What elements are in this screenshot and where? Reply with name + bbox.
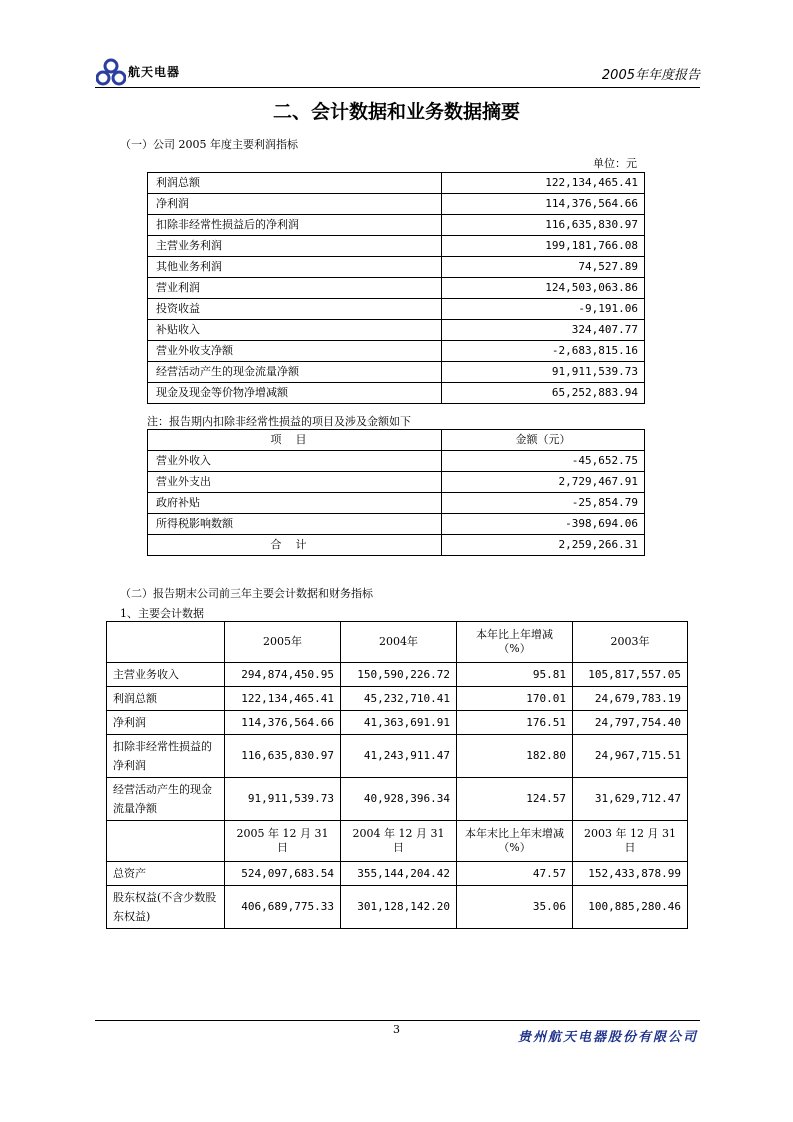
table-row bbox=[107, 735, 688, 778]
table-row bbox=[148, 173, 645, 194]
column-header: 2004年 bbox=[341, 622, 457, 663]
table-row bbox=[107, 711, 688, 735]
cell-value: 41,363,691.91 bbox=[341, 711, 457, 735]
total-label: 合计 bbox=[148, 535, 442, 556]
cell-value: 31,629,712.47 bbox=[573, 778, 688, 821]
report-year-label: 2005年年度报告 bbox=[601, 68, 700, 83]
cell-value: 24,679,783.19 bbox=[573, 687, 688, 711]
section1-caption: （一）公司 2005 年度主要利润指标 bbox=[120, 138, 298, 151]
row-value: 324,407.77 bbox=[442, 320, 645, 341]
row-label: 所得税影响数额 bbox=[148, 514, 442, 535]
row-label: 政府补贴 bbox=[148, 493, 442, 514]
unit-label: 单位：元 bbox=[593, 157, 637, 170]
table-row bbox=[148, 236, 645, 257]
column-header bbox=[107, 821, 225, 862]
section2-caption: （二）报告期末公司前三年主要会计数据和财务指标 bbox=[120, 587, 373, 600]
row-label: 主营业务利润 bbox=[148, 236, 442, 257]
table-row bbox=[148, 278, 645, 299]
row-label: 其他业务利润 bbox=[148, 257, 442, 278]
cell-value: 24,967,715.51 bbox=[573, 735, 688, 778]
row-label: 主营业务收入 bbox=[107, 663, 225, 687]
row-label: 经营活动产生的现金流量净额 bbox=[148, 362, 442, 383]
table-row bbox=[107, 687, 688, 711]
row-value: 122,134,465.41 bbox=[442, 173, 645, 194]
main-accounting-data-table bbox=[106, 621, 688, 929]
row-value: 114,376,564.66 bbox=[442, 194, 645, 215]
table-row bbox=[107, 778, 688, 821]
row-label: 现金及现金等价物净增减额 bbox=[148, 383, 442, 404]
non-recurring-note: 注：报告期内扣除非经常性损益的项目及涉及金额如下 bbox=[147, 415, 411, 428]
cell-value: 116,635,830.97 bbox=[225, 735, 341, 778]
row-label: 利润总额 bbox=[148, 173, 442, 194]
row-value: 124,503,063.86 bbox=[442, 278, 645, 299]
row-value: -9,191.06 bbox=[442, 299, 645, 320]
total-value: 2,259,266.31 bbox=[442, 535, 645, 556]
row-value: 116,635,830.97 bbox=[442, 215, 645, 236]
footer-company-name: 贵州航天电器股份有限公司 bbox=[517, 1030, 698, 1045]
column-header: 2004 年 12 月 31 日 bbox=[341, 821, 457, 862]
row-label: 总资产 bbox=[107, 862, 225, 886]
column-header: 2003 年 12 月 31 日 bbox=[573, 821, 688, 862]
cell-value: 47.57 bbox=[457, 862, 573, 886]
cell-value: 41,243,911.47 bbox=[341, 735, 457, 778]
column-header: 2005 年 12 月 31 日 bbox=[225, 821, 341, 862]
cell-value: 114,376,564.66 bbox=[225, 711, 341, 735]
table-row bbox=[148, 257, 645, 278]
cell-value: 91,911,539.73 bbox=[225, 778, 341, 821]
row-label: 扣除非经常性损益后的净利润 bbox=[148, 215, 442, 236]
row-label: 净利润 bbox=[148, 194, 442, 215]
row-value: -2,683,815.16 bbox=[442, 341, 645, 362]
cell-value: 24,797,754.40 bbox=[573, 711, 688, 735]
cell-value: 150,590,226.72 bbox=[341, 663, 457, 687]
table-row bbox=[107, 663, 688, 687]
cell-value: 45,232,710.41 bbox=[341, 687, 457, 711]
row-label: 经营活动产生的现金流量净额 bbox=[107, 778, 225, 821]
footer-divider bbox=[95, 1020, 700, 1021]
cell-value: 406,689,775.33 bbox=[225, 886, 341, 929]
cell-value: 122,134,465.41 bbox=[225, 687, 341, 711]
table-row bbox=[148, 320, 645, 341]
table-row bbox=[107, 862, 688, 886]
table-row bbox=[148, 472, 645, 493]
row-value: 65,252,883.94 bbox=[442, 383, 645, 404]
row-label: 利润总额 bbox=[107, 687, 225, 711]
column-header: 本年末比上年末增减（%） bbox=[457, 821, 573, 862]
cell-value: 105,817,557.05 bbox=[573, 663, 688, 687]
row-label: 营业外收支净额 bbox=[148, 341, 442, 362]
row-value: -45,652.75 bbox=[442, 451, 645, 472]
page-title: 二、会计数据和业务数据摘要 bbox=[272, 101, 520, 123]
table-row bbox=[148, 299, 645, 320]
row-label: 营业外收入 bbox=[148, 451, 442, 472]
cell-value: 294,874,450.95 bbox=[225, 663, 341, 687]
cell-value: 524,097,683.54 bbox=[225, 862, 341, 886]
table-header-row bbox=[107, 821, 688, 862]
row-label: 净利润 bbox=[107, 711, 225, 735]
header-divider bbox=[95, 87, 700, 88]
company-short-name: 航天电器 bbox=[128, 65, 181, 79]
header-amount: 金额（元） bbox=[442, 430, 645, 451]
column-header: 2003年 bbox=[573, 622, 688, 663]
table-row bbox=[148, 362, 645, 383]
table-row bbox=[148, 383, 645, 404]
cell-value: 124.57 bbox=[457, 778, 573, 821]
profit-indicators-table bbox=[147, 172, 645, 404]
total-row bbox=[148, 535, 645, 556]
row-value: 2,729,467.91 bbox=[442, 472, 645, 493]
cell-value: 170.01 bbox=[457, 687, 573, 711]
table-row bbox=[148, 451, 645, 472]
table-row bbox=[148, 194, 645, 215]
cell-value: 182.80 bbox=[457, 735, 573, 778]
table-row bbox=[148, 215, 645, 236]
page-number: 3 bbox=[393, 1023, 400, 1036]
table-header-row bbox=[107, 622, 688, 663]
row-label: 营业利润 bbox=[148, 278, 442, 299]
cell-value: 35.06 bbox=[457, 886, 573, 929]
column-header bbox=[107, 622, 225, 663]
table-row bbox=[107, 886, 688, 929]
section2-subcaption: 1、主要会计数据 bbox=[120, 607, 204, 620]
row-value: 199,181,766.08 bbox=[442, 236, 645, 257]
non-recurring-items-table bbox=[147, 429, 645, 556]
cell-value: 176.51 bbox=[457, 711, 573, 735]
row-label: 扣除非经常性损益的净利润 bbox=[107, 735, 225, 778]
table-row bbox=[148, 493, 645, 514]
row-value: -398,694.06 bbox=[442, 514, 645, 535]
row-value: 74,527.89 bbox=[442, 257, 645, 278]
row-label: 补贴收入 bbox=[148, 320, 442, 341]
cell-value: 40,928,396.34 bbox=[341, 778, 457, 821]
row-label: 投资收益 bbox=[148, 299, 442, 320]
row-label: 营业外支出 bbox=[148, 472, 442, 493]
column-header: 本年比上年增减（%） bbox=[457, 622, 573, 663]
cell-value: 152,433,878.99 bbox=[573, 862, 688, 886]
cell-value: 301,128,142.20 bbox=[341, 886, 457, 929]
cell-value: 95.81 bbox=[457, 663, 573, 687]
table-header-row bbox=[148, 430, 645, 451]
row-value: 91,911,539.73 bbox=[442, 362, 645, 383]
cell-value: 100,885,280.46 bbox=[573, 886, 688, 929]
table-row bbox=[148, 341, 645, 362]
row-label: 股东权益(不含少数股东权益) bbox=[107, 886, 225, 929]
header-item: 项目 bbox=[148, 430, 442, 451]
table-row bbox=[148, 514, 645, 535]
column-header: 2005年 bbox=[225, 622, 341, 663]
company-logo-icon bbox=[96, 58, 126, 86]
row-value: -25,854.79 bbox=[442, 493, 645, 514]
cell-value: 355,144,204.42 bbox=[341, 862, 457, 886]
